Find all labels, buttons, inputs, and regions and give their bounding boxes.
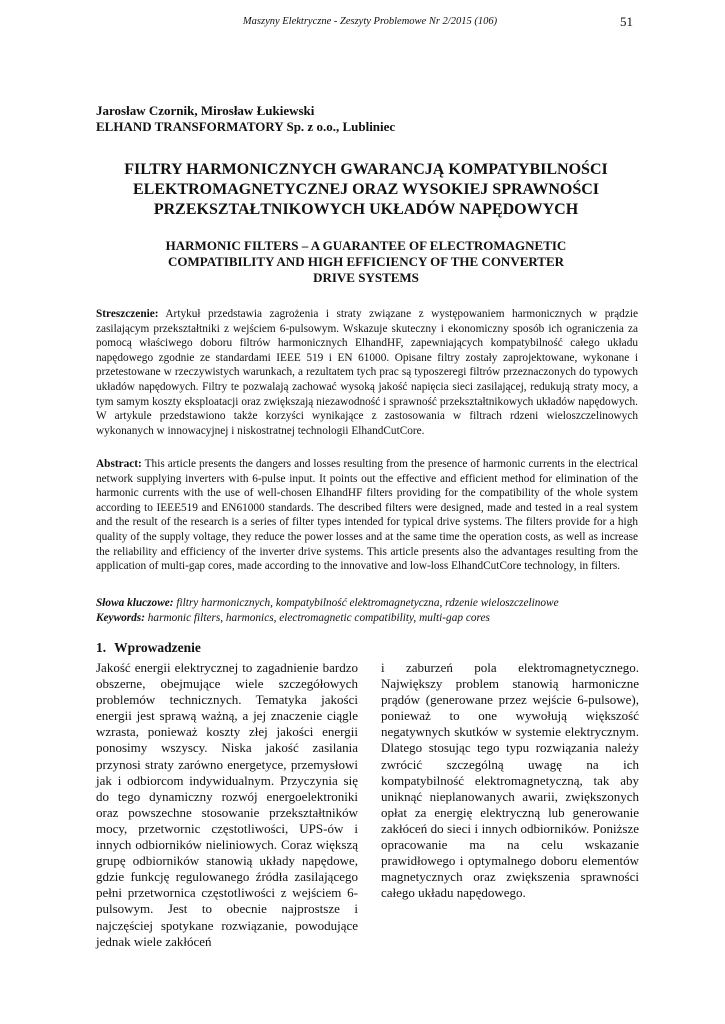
abstract-polish — [96, 307, 638, 438]
title-polish-line: ELEKTROMAGNETYCZNEJ ORAZ WYSOKIEJ SPRAWNOŚCI — [132, 181, 599, 198]
title-english — [96, 238, 636, 286]
authors-block — [96, 103, 636, 135]
abstract-polish-text: Artykuł przedstawia zagrożenia i straty związane z występowaniem harmonicznych w prądzie zasilającym przekształtniki z wejściem 6-pulsowym. Wskazuje skuteczny i ekonomiczny sposób ich ograniczenia za pomocą właściwego doboru filtrów harmonicznych ElhandHF, zapewniających kompatybilność całego układu napędowego zgodnie ze standardami IEEE 519 i EN 61000. Opisane filtry zostały zaprojektowane, wykonane i przetestowane w rzeczywistych warunkach, a rezultatem tych prac są typoszeregi filtrów przeznaczonych do typowych układów napędowych. Filtry te pozwalają zachować wysoką jakość napięcia sieci zasilającej, redukują straty mocy, a tym samym koszty eksploatacji oraz zwiększają niezawodność i sprawność przekształtnikowych układów napędowych. W artykule przedstawiono także korzyści wynikające z zastosowania w filtrach rdzeni wieloszczelinowych wykonanych w innowacyjnej i niskostratnej technologii ElhandCutCore. — [96, 308, 638, 437]
keywords-block — [96, 596, 638, 625]
keywords-polish-text: filtry harmonicznych, kompatybilność elektromagnetyczna, rdzenie wieloszczelinowe — [173, 597, 559, 609]
section-title: Wprowadzenie — [114, 640, 201, 655]
title-english-line: HARMONIC FILTERS – A GUARANTEE OF ELECTROMAGNETIC — [165, 238, 567, 253]
section-heading — [96, 640, 201, 656]
title-english-line: COMPATIBILITY AND HIGH EFFICIENCY OF THE CONVERTER — [167, 254, 565, 269]
running-header: Maszyny Elektryczne - Zeszyty Problemowe Nr 2/2015 (106) — [242, 16, 498, 27]
title-polish — [96, 160, 636, 220]
abstract-english-label: Abstract: — [96, 458, 142, 470]
page-number: 51 — [620, 14, 633, 29]
author-affiliation: ELHAND TRANSFORMATORY Sp. z o.o., Lubliniec — [96, 119, 396, 134]
keywords-english-text: harmonic filters, harmonics, electromagnetic compatibility, multi-gap cores — [144, 611, 490, 624]
section-number: 1. — [96, 640, 107, 655]
keywords-english — [96, 611, 638, 626]
abstract-english — [96, 457, 638, 574]
title-english-line: DRIVE SYSTEMS — [313, 270, 419, 285]
body-column-left: Jakość energii elektrycznej to zagadnienie bardzo obszerne, obejmujące wiele szczegółowych problemów technicznych. Tematyka jakości energii jest sprawą ważną, a jej znaczenie ciągle wzrasta, ponieważ koszty złej jakości energii ponosimy wszyscy. Niska jakość zasilania przynosi straty zarówno energetyce, przemysłowi jak i odbiorcom indywidualnym. Przyczynia się do tego dynamiczny rozwój energoelektroniki oraz powszechne stosowanie przekształtników mocy, przetwornic częstotliwości, UPS-ów i innych odbiorników nieliniowych. Coraz większą grupę odbiorników stanowią układy napędowe, gdzie funkcję regulowanego źródła zasilającego pełni przetwornica częstotliwości z wejściem 6-pulsowym. Jest to obecnie najprostsze i najczęściej spotykane rozwiązanie, powodujące jednak wiele zakłóceń — [96, 660, 358, 949]
abstract-polish-label: Streszczenie: — [96, 308, 159, 320]
keywords-polish — [96, 596, 638, 611]
body-column-right: i zaburzeń pola elektromagnetycznego. Największy problem stanowią harmoniczne prądów (generowane przez wejście 6-pulsowe), ponieważ to one wywołują większość negatywnych skutków w systemie elektrycznym. Dlatego stosując tego typu rozwiązania należy zwrócić szczególną uwagę na ich kompatybilność elektromagnetyczną, tak aby uniknąć nieplanowanych awarii, zwiększonych opłat za energię elektryczną lub generowanie zakłóceń do sieci i innych odbiorników. Poniższe opracowanie ma na celu wskazanie prawidłowego i optymalnego doboru elementów magnetycznych oraz zwiększenia sprawności całego układu napędowego. — [381, 660, 639, 901]
keywords-english-label: Keywords: — [96, 611, 145, 624]
author-names: Jarosław Czornik, Mirosław Łukiewski — [96, 103, 315, 118]
keywords-polish-label: Słowa kluczowe: — [96, 597, 174, 609]
title-polish-line: PRZEKSZTAŁTNIKOWYCH UKŁADÓW NAPĘDOWYCH — [153, 201, 579, 218]
title-polish-line: FILTRY HARMONICZNYCH GWARANCJĄ KOMPATYBILNOŚCI — [124, 161, 608, 178]
abstract-english-text: This article presents the dangers and losses resulting from the presence of harmonic currents in the electrical network supplying inverters with 6-pulse input. It points out the effective and efficient method for elimination of the harmonic currents with the use of well-chosen ElhandHF filters providing for the compatibility of the whole system according to IEEE519 and EN61000 standards. The described filters were designed, made and tested in a real system and the result of the research is a series of filter types intended for typical drive systems. The filters provide for a high quality of the supply voltage, they reduce the power losses and at the same time the operation costs, as well as increase the reliability and efficiency of the inverter drive systems. This article presents also the advantages resulting from the application of multi-gap cores, made according to the innovative and low-loss ElhandCutCore technology, in filters. — [96, 458, 638, 573]
